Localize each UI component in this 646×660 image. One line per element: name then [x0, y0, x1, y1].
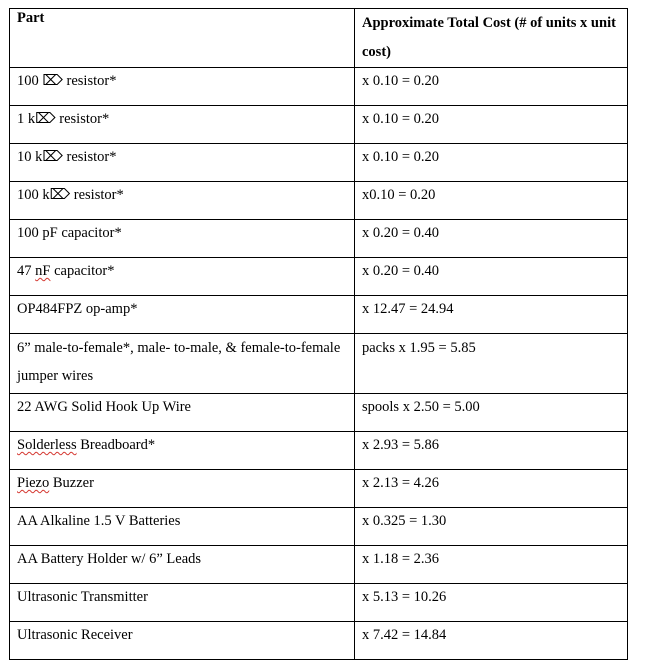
cost-cell: x 0.10 = 0.20 — [355, 68, 628, 106]
table-row — [10, 220, 628, 258]
part-text: 47 — [17, 263, 36, 279]
cost-cell: x 0.20 = 0.40 — [355, 220, 628, 258]
cost-cell: x 7.42 = 14.84 — [355, 622, 628, 660]
table-row — [10, 394, 628, 432]
part-cell: 22 AWG Solid Hook Up Wire — [10, 394, 355, 432]
part-cell: AA Alkaline 1.5 V Batteries — [10, 508, 355, 546]
header-row — [10, 9, 628, 68]
cost-cell: x 1.18 = 2.36 — [355, 546, 628, 584]
part-cell: 10 k⌦ resistor* — [10, 144, 355, 182]
part-text: Breadboard* — [76, 437, 156, 453]
spellcheck-marked-word: Solderless — [17, 437, 77, 453]
table-row — [10, 106, 628, 144]
cost-cell: spools x 2.50 = 5.00 — [355, 394, 628, 432]
table-row — [10, 144, 628, 182]
part-cell — [10, 432, 355, 470]
part-text: Buzzer — [49, 475, 94, 491]
table-row — [10, 546, 628, 584]
cost-cell: packs x 1.95 = 5.85 — [355, 334, 628, 394]
cost-cell: x 2.13 = 4.26 — [355, 470, 628, 508]
part-cell — [10, 258, 355, 296]
part-cell — [10, 470, 355, 508]
part-cell: 1 k⌦ resistor* — [10, 106, 355, 144]
cost-column-header: Approximate Total Cost (# of units x unit cost) — [355, 9, 628, 68]
part-cell: 6” male-to-female*, male- to-male, & female-to-female jumper wires — [10, 334, 355, 394]
part-cell: AA Battery Holder w/ 6” Leads — [10, 546, 355, 584]
table-row — [10, 296, 628, 334]
part-cell: Ultrasonic Transmitter — [10, 584, 355, 622]
part-cell: 100 k⌦ resistor* — [10, 182, 355, 220]
table-row — [10, 258, 628, 296]
part-cell: OP484FPZ op-amp* — [10, 296, 355, 334]
table-row — [10, 470, 628, 508]
table-row — [10, 334, 628, 394]
table-row — [10, 584, 628, 622]
part-text: capacitor* — [50, 263, 115, 279]
table-row — [10, 182, 628, 220]
spellcheck-marked-word: nF — [35, 263, 51, 279]
table-row — [10, 622, 628, 660]
cost-cell: x 0.10 = 0.20 — [355, 144, 628, 182]
cost-cell: x 12.47 = 24.94 — [355, 296, 628, 334]
cost-cell: x 5.13 = 10.26 — [355, 584, 628, 622]
part-column-header: Part — [10, 9, 355, 68]
cost-cell: x 0.20 = 0.40 — [355, 258, 628, 296]
cost-cell: x0.10 = 0.20 — [355, 182, 628, 220]
cost-cell: x 2.93 = 5.86 — [355, 432, 628, 470]
table-row — [10, 508, 628, 546]
cost-cell: x 0.10 = 0.20 — [355, 106, 628, 144]
part-cell: 100 pF capacitor* — [10, 220, 355, 258]
table-row — [10, 68, 628, 106]
cost-cell: x 0.325 = 1.30 — [355, 508, 628, 546]
table-row — [10, 432, 628, 470]
spellcheck-marked-word: Piezo — [17, 475, 50, 491]
parts-cost-table — [9, 8, 628, 660]
part-cell: Ultrasonic Receiver — [10, 622, 355, 660]
part-cell: 100 ⌦ resistor* — [10, 68, 355, 106]
